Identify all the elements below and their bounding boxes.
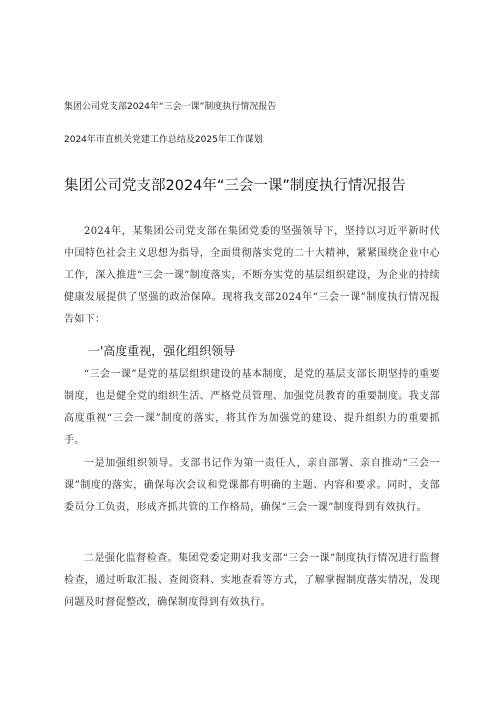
- intro-paragraph: 2024年，某集团公司党支部在集团党委的坚强领导下，坚持以习近平新时代中国特色社会主义思想为指导，全面贯彻落实党的二十大精神，紧紧围绕企业中心工作，深入推进“三会一课”制度落实，不断夯实党的基层组织建设，为企业的持续健康发展提供了坚强的政治保障。现将我支部2024年“三会一课”制度执行情况报告如下：: [64, 226, 440, 325]
- toc-link-report[interactable]: 集团公司党支部2024年“三会一课”制度执行情况报告: [64, 102, 277, 112]
- body-paragraph-1: “三会一课”是党的基层组织建设的基本制度，是党的基层支部长期坚持的重要制度，也是健全党的组织生活、严格党员管理、加强党员教育的重要制度。我支部高度重视“三会一课”制度的落实，将其作为加强党的建设、提升组织力的重要抓手。: [64, 369, 440, 446]
- document-title: 集团公司党支部2024年“三会一课”制度执行情况报告: [64, 178, 406, 194]
- body-paragraph-3: 二是强化监督检查。集团党委定期对我支部“三会一课”制度执行情况进行监督检查，通过听取汇报、查阅资料、实地查看等方式，了解掌握制度落实情况，发现问题及时督促整改，确保制度得到有效执行。: [64, 553, 440, 608]
- body-paragraph-2: 一是加强组织领导。支部书记作为第一责任人，亲自部署、亲自推动“三会一课”制度的落实，确保每次会议和党课都有明确的主题、内容和要求。同时，支部委员分工负责，形成齐抓共管的工作格局，确保“三会一课”制度得到有效执行。: [64, 458, 440, 513]
- toc-link-summary[interactable]: 2024年市直机关党建工作总结及2025年工作谋划: [64, 135, 263, 145]
- section-heading-1: 一'高度重视，强化组织领导: [88, 344, 236, 358]
